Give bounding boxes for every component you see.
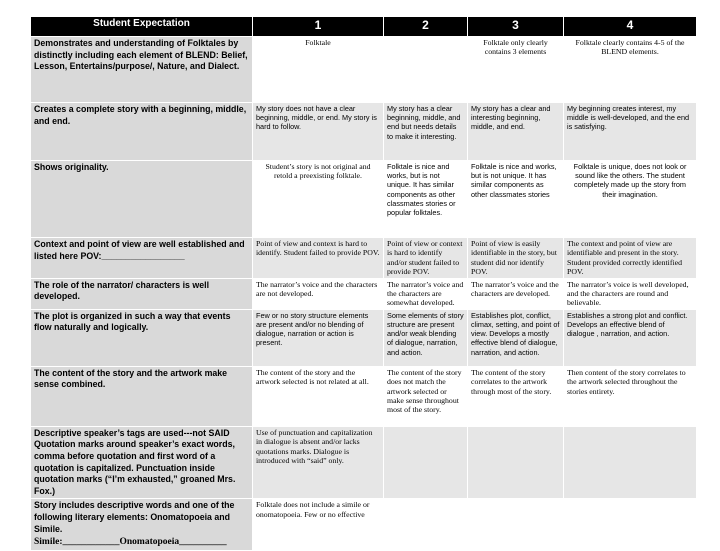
level-4-cell: The context and point of view are identifiable and present in the story. Student provided correctly identified POV. bbox=[564, 238, 697, 279]
criterion-cell: Demonstrates and understanding of Folktales by distinctly including each element of BLEND: Belief, Lesson, Entertains/purpose/, Nature, and Dialect. bbox=[31, 37, 253, 103]
level-2-cell: Point of view or context is hard to identify and/or student failed to provide POV. bbox=[384, 238, 468, 279]
level-3-cell: Point of view is easily identifiable in the story, but student did nor identify POV. bbox=[468, 238, 564, 279]
criterion-cell: The role of the narrator/ characters is well developed. bbox=[31, 278, 253, 309]
level-2-cell: The content of the story does not match the artwork selected or make sense throughout most of the story. bbox=[384, 366, 468, 426]
rubric-row-plot bbox=[31, 309, 697, 366]
level-3-cell: Folktale is nice and works, but is not unique. It has similar components as other classmates stories bbox=[468, 161, 564, 238]
level-4-cell bbox=[564, 499, 697, 550]
level-1-cell: Student’s story is not original and retold a preexisting folktale. bbox=[253, 161, 384, 238]
level-1-cell: Point of view and context is hard to identify. Student failed to provide POV. bbox=[253, 238, 384, 279]
header-student-expectation: Student Expectation bbox=[31, 17, 253, 37]
criterion-cell: Context and point of view are well established and listed here POV:_________________ bbox=[31, 238, 253, 279]
rubric-row-folktale-elements bbox=[31, 37, 697, 103]
level-1-cell: The narrator’s voice and the characters are not developed. bbox=[253, 278, 384, 309]
level-3-cell: Folktale only clearly contains 3 elements bbox=[468, 37, 564, 103]
level-2-cell: The narrator’s voice and the characters are somewhat developed. bbox=[384, 278, 468, 309]
level-4-cell: Folktale clearly contains 4-5 of the BLEND elements. bbox=[564, 37, 697, 103]
level-3-cell: The narrator’s voice and the characters are developed. bbox=[468, 278, 564, 309]
level-4-cell: My beginning creates interest, my middle is well-developed, and the end is satisfying. bbox=[564, 103, 697, 161]
rubric-row-complete-story bbox=[31, 103, 697, 161]
criterion-cell bbox=[31, 499, 253, 550]
level-2-cell: Some elements of story structure are present and/or weak blending of dialogue, narration, and action. bbox=[384, 309, 468, 366]
header-level-4: 4 bbox=[564, 17, 697, 37]
level-2-cell bbox=[384, 426, 468, 499]
header-level-1: 1 bbox=[253, 17, 384, 37]
level-2-cell: My story has a clear beginning, middle, and end but needs details to make it interesting. bbox=[384, 103, 468, 161]
criterion-cell: The content of the story and the artwork make sense combined. bbox=[31, 366, 253, 426]
criterion-cell: Shows originality. bbox=[31, 161, 253, 238]
rubric-row-point-of-view bbox=[31, 238, 697, 279]
level-3-cell: My story has a clear and interesting beginning, middle, and end. bbox=[468, 103, 564, 161]
header-level-2: 2 bbox=[384, 17, 468, 37]
level-1-cell: Few or no story structure elements are present and/or no blending of dialogue, narration or action is present. bbox=[253, 309, 384, 366]
criterion-cell: The plot is organized in such a way that events flow naturally and logically. bbox=[31, 309, 253, 366]
level-3-cell bbox=[468, 499, 564, 550]
level-1-cell: Folktale bbox=[253, 37, 384, 103]
rubric-row-speaker-tags bbox=[31, 426, 697, 499]
level-1-cell: Folktale does not include a simile or onomatopoeia. Few or no effective bbox=[253, 499, 384, 550]
criterion-cell: Descriptive speaker’s tags are used---not SAID Quotation marks around speaker’s exact words, comma before quotation and first word of a quotation is capitalized. Punctuation inside quotation marks (“I’m exhausted,” groaned Mrs. Fox.) bbox=[31, 426, 253, 499]
criterion-cell: Creates a complete story with a beginning, middle, and end. bbox=[31, 103, 253, 161]
level-2-cell bbox=[384, 499, 468, 550]
header-row bbox=[31, 17, 697, 37]
level-2-cell bbox=[384, 37, 468, 103]
simile-onomatopoeia-line: Simile:____________Onomatopoeia__________ bbox=[34, 537, 227, 548]
level-3-cell bbox=[468, 426, 564, 499]
level-2-cell: Folktale is nice and works, but is not unique. It has similar components as other classmates stories or popular folktales. bbox=[384, 161, 468, 238]
rubric-row-literary-elements bbox=[31, 499, 697, 550]
level-1-cell: Use of punctuation and capitalization in dialogue is absent and/or lacks quotations marks. Dialogue is introduced with “said” only. bbox=[253, 426, 384, 499]
rubric-table bbox=[30, 16, 697, 551]
level-4-cell bbox=[564, 426, 697, 499]
header-level-3: 3 bbox=[468, 17, 564, 37]
level-4-cell: Folktale is unique, does not look or sound like the others. The student completely made up the story from their imagination. bbox=[564, 161, 697, 238]
level-4-cell: Then content of the story correlates to the artwork selected throughout the stories entirety. bbox=[564, 366, 697, 426]
level-3-cell: Establishes plot, conflict, climax, setting, and point of view. Develops a mostly effective blend of dialogue, narration, and action. bbox=[468, 309, 564, 366]
rubric-row-originality bbox=[31, 161, 697, 238]
criterion-text: Story includes descriptive words and one of the following literary elements: Onomatopoeia and Simile. bbox=[34, 500, 235, 534]
rubric-row-narrator bbox=[31, 278, 697, 309]
level-1-cell: The content of the story and the artwork selected is not related at all. bbox=[253, 366, 384, 426]
level-4-cell: Establishes a strong plot and conflict. Develops an effective blend of dialogue , narration, and action. bbox=[564, 309, 697, 366]
rubric-row-content-artwork bbox=[31, 366, 697, 426]
level-1-cell: My story does not have a clear beginning, middle, or end. My story is hard to follow. bbox=[253, 103, 384, 161]
level-3-cell: The content of the story correlates to the artwork through most of the story. bbox=[468, 366, 564, 426]
level-4-cell: The narrator’s voice is well developed, and the characters are round and believable. bbox=[564, 278, 697, 309]
